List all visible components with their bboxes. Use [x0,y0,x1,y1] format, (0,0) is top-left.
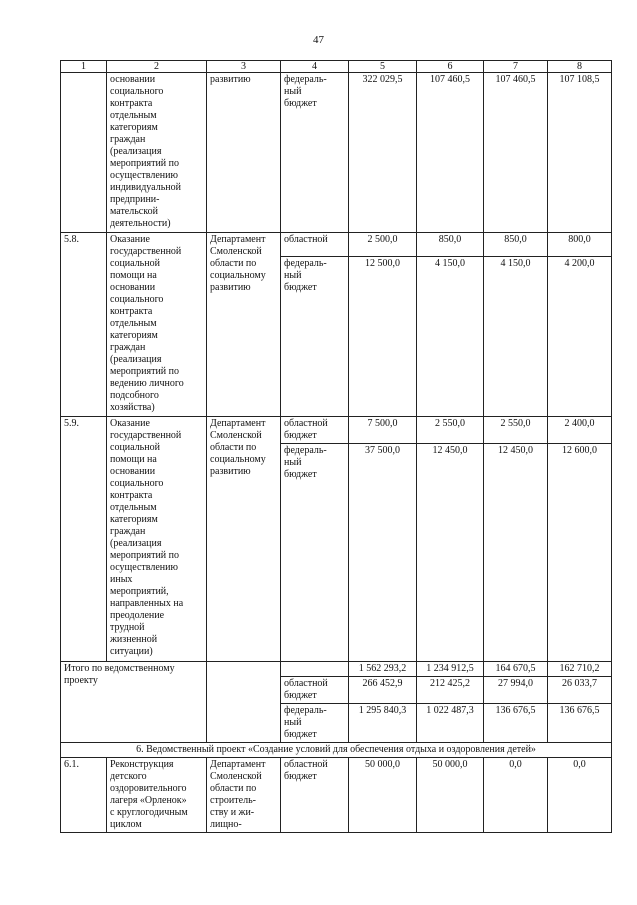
page-number: 47 [313,34,324,46]
table-row [61,758,612,833]
total-year-2: 164 670,5 [484,662,548,677]
value-year-3: 4 200,0 [548,257,612,417]
funding-source: федераль- ный бюджет [281,704,349,743]
row-number: 6.1. [61,758,107,833]
value-total: 37 500,0 [349,444,417,662]
total-year-3: 162 710,2 [548,662,612,677]
total-year-3: 136 676,5 [548,704,612,743]
value-year-1: 850,0 [417,233,484,257]
value-year-3: 107 108,5 [548,73,612,233]
total-value: 1 562 293,2 [349,662,417,677]
measure-description: Оказание государственной социальной помощи на основании социального контракта отдельным категориям граждан (реализация мероприятий по осуществлению иных мероприятий, направленных на преодоление трудной жизненной ситуации) [107,417,207,662]
total-year-1: 1 234 912,5 [417,662,484,677]
total-value: 1 295 840,3 [349,704,417,743]
total-value: 266 452,9 [349,677,417,704]
total-year-3: 26 033,7 [548,677,612,704]
row-number: 5.8. [61,233,107,417]
value-year-2: 850,0 [484,233,548,257]
funding-source: областной бюджет [281,677,349,704]
col-header-6: 6 [417,61,484,73]
value-total: 50 000,0 [349,758,417,833]
table-row [61,417,612,444]
funding-source: федераль- ный бюджет [281,73,349,233]
value-year-1: 4 150,0 [417,257,484,417]
funding-source: федераль- ный бюджет [281,444,349,662]
col-header-7: 7 [484,61,548,73]
section-title: 6. Ведомственный проект «Создание условий для обеспечения отдыха и оздоровления детей» [61,743,612,758]
col-header-2: 2 [107,61,207,73]
measure-description: Оказание государственной социальной помощи на основании социального контракта отдельным категориям граждан (реализация мероприятий по ведению личного подсобного хозяйства) [107,233,207,417]
funding-source: областной [281,233,349,257]
funding-source [281,662,349,677]
executor-cell: Департамент Смоленской области по строитель- ству и жи- лищно- [207,758,281,833]
row-number-cell [61,73,107,233]
value-year-2: 2 550,0 [484,417,548,444]
section-header-row [61,743,612,758]
total-row [61,662,612,677]
executor-cell: Департамент Смоленской области по социальному развитию [207,233,281,417]
value-year-2: 107 460,5 [484,73,548,233]
value-year-1: 50 000,0 [417,758,484,833]
value-year-3: 12 600,0 [548,444,612,662]
col-header-3: 3 [207,61,281,73]
value-year-3: 800,0 [548,233,612,257]
measure-description: основании социального контракта отдельным категориям граждан (реализация мероприятий по осуществлению индивидуальной предприни- мательской деятельности) [107,73,207,233]
value-year-1: 107 460,5 [417,73,484,233]
column-header-row [61,61,612,73]
value-year-1: 2 550,0 [417,417,484,444]
total-year-1: 1 022 487,3 [417,704,484,743]
col-header-5: 5 [349,61,417,73]
total-year-1: 212 425,2 [417,677,484,704]
measure-description: Реконструкция детского оздоровительного лагеря «Орленок» с круглогодичным циклом [107,758,207,833]
funding-source: областной бюджет [281,758,349,833]
col-header-8: 8 [548,61,612,73]
value-total: 7 500,0 [349,417,417,444]
row-number: 5.9. [61,417,107,662]
value-year-2: 0,0 [484,758,548,833]
col-header-4: 4 [281,61,349,73]
funding-source: федераль- ный бюджет [281,257,349,417]
value-year-1: 12 450,0 [417,444,484,662]
value-year-2: 12 450,0 [484,444,548,662]
total-label: Итого по ведомственному проекту [61,662,207,743]
table-row [61,73,612,233]
value-year-3: 2 400,0 [548,417,612,444]
value-total: 322 029,5 [349,73,417,233]
total-executor-cell [207,662,281,743]
total-year-2: 27 994,0 [484,677,548,704]
col-header-1: 1 [61,61,107,73]
table-row [61,233,612,257]
executor-cell: развитию [207,73,281,233]
executor-cell: Департамент Смоленской области по социальному развитию [207,417,281,662]
budget-table [60,60,612,833]
value-total: 12 500,0 [349,257,417,417]
total-year-2: 136 676,5 [484,704,548,743]
value-year-3: 0,0 [548,758,612,833]
funding-source: областной бюджет [281,417,349,444]
value-year-2: 4 150,0 [484,257,548,417]
value-total: 2 500,0 [349,233,417,257]
